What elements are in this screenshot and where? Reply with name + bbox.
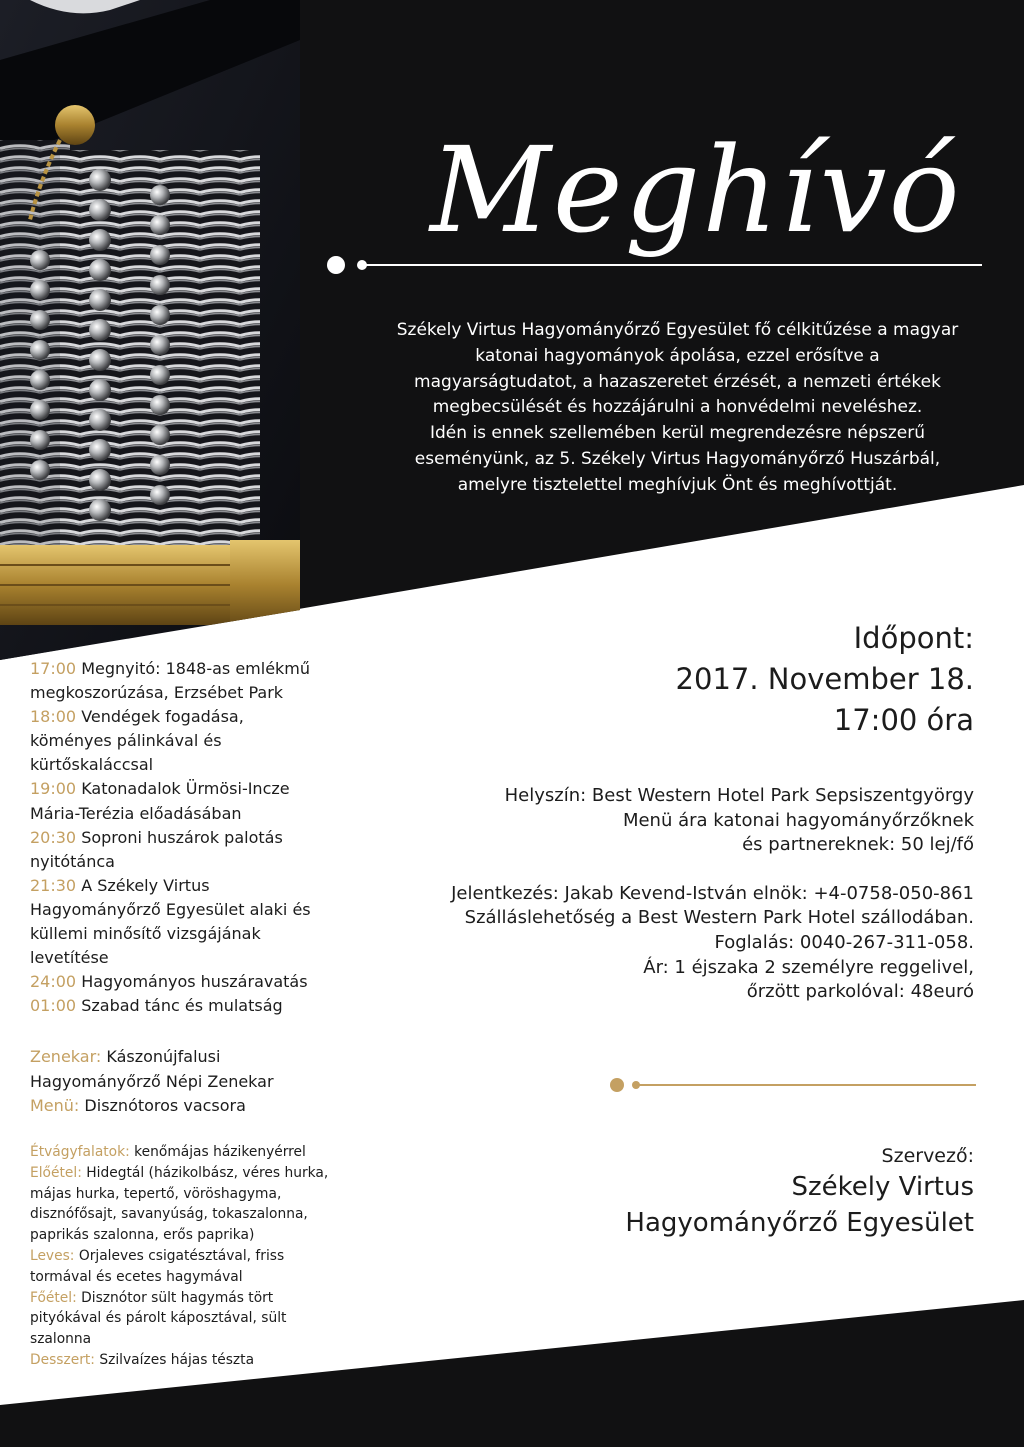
program-item — [30, 874, 330, 898]
program-text: A Székely Virtus — [81, 875, 210, 895]
title-underline-ornament — [322, 250, 982, 280]
event-info — [334, 784, 974, 1005]
menu-details — [30, 1142, 340, 1371]
event-hour: 17:00 óra — [833, 703, 974, 737]
organizer-name: Székely Virtus — [791, 1172, 974, 1202]
program-item — [30, 777, 330, 801]
menu-course — [30, 1350, 340, 1371]
intro-line: magyarságtudatot, a hazaszeretet érzését, a nemzeti értékek — [414, 371, 941, 392]
course-text: Hidegtál (házikolbász, véres hurka, — [86, 1164, 329, 1181]
gold-divider-ornament — [608, 1075, 976, 1095]
course-text: kenőmájas házikenyérrel — [134, 1144, 306, 1160]
intro-line: Székely Virtus Hagyományőrző Egyesület fő célkitűzése a magyar — [396, 320, 959, 340]
program-text: megkoszorúzása, Erzsébet Park — [30, 683, 284, 703]
program-time: 24:00 — [30, 972, 77, 992]
program-time: 21:30 — [30, 875, 77, 895]
program-text: Mária-Terézia előadásában — [30, 803, 242, 823]
page-title: Meghívó — [430, 121, 962, 259]
menu-course — [30, 1288, 340, 1309]
program-text: küllemi minősítő vizsgájának — [30, 924, 261, 944]
course-text: szalonna — [30, 1331, 92, 1348]
program-text: Hagyományos huszáravatás — [81, 972, 308, 992]
intro-line: Idén is ennek szellemében kerül megrendezésre népszerű — [430, 423, 925, 444]
program-item — [30, 705, 330, 729]
course-text: májas hurka, tepertő, vöröshagyma, — [30, 1185, 282, 1202]
course-label: Leves: — [30, 1247, 75, 1264]
intro-line: megbecsülését és hozzájárulni a honvédelmi neveléshez. — [432, 397, 923, 418]
program-item — [30, 657, 330, 681]
venue-line: és partnereknek: 50 lej/fő — [742, 834, 974, 856]
menu-row — [30, 1094, 330, 1119]
band-and-menu — [30, 1045, 330, 1119]
venue-line: Helyszín: Best Western Hotel Park Sepsiszentgyörgy — [504, 785, 974, 806]
event-time — [574, 618, 974, 741]
menu-value: Disznótoros vacsora — [84, 1096, 246, 1115]
program-text: nyitótánca — [30, 851, 115, 871]
program-text: Szabad tánc és mulatság — [81, 996, 283, 1016]
time-label: Időpont: — [853, 621, 974, 655]
program-item — [30, 826, 330, 850]
course-text: paprikás szalonna, erős paprika) — [30, 1227, 255, 1244]
menu-label: Menü: — [30, 1096, 80, 1115]
program-time: 18:00 — [30, 707, 77, 727]
organizer-name: Hagyományőrző Egyesület — [625, 1208, 974, 1238]
course-text: Disznótor sült hagymás tört — [81, 1289, 274, 1306]
program-list — [30, 657, 330, 1018]
registration-line: Ár: 1 éjszaka 2 személyre reggelivel, — [643, 956, 974, 978]
band-row — [30, 1045, 330, 1070]
band-label: Zenekar: — [30, 1047, 102, 1066]
registration-line: Szálláslehetőség a Best Western Park Hotel szállodában. — [464, 907, 974, 929]
organizer — [554, 1143, 974, 1241]
intro-line: amelyre tisztelettel meghívjuk Önt és meghívottját. — [457, 474, 898, 495]
program-text: Soproni huszárok palotás — [81, 827, 283, 847]
registration-line: őrzött parkolóval: 48euró — [746, 981, 974, 1003]
hussar-jacket-photo — [0, 0, 300, 660]
course-text: pityókával és párolt káposztával, sült — [30, 1310, 287, 1327]
program-text: Katonadalok Ürmösi-Incze — [81, 779, 290, 799]
organizer-label: Szervező: — [881, 1145, 974, 1167]
program-text: levetítése — [30, 948, 109, 968]
venue-line: Menü ára katonai hagyományőrzőknek — [622, 809, 974, 831]
band-text: Kászonújfalusi — [106, 1047, 221, 1066]
course-label: Főétel: — [30, 1289, 77, 1306]
course-text: tormával és ecetes hagymával — [30, 1268, 243, 1285]
program-text: köményes pálinkával és — [30, 731, 222, 751]
intro-line: eseményünk, az 5. Székely Virtus Hagyományőrző Huszárbál, — [414, 448, 941, 469]
program-text: Vendégek fogadása, — [81, 707, 244, 727]
program-time: 01:00 — [30, 996, 77, 1016]
course-text: Orjaleves csigatésztával, friss — [78, 1247, 285, 1264]
program-text: kürtőskaláccsal — [30, 755, 154, 775]
program-time: 19:00 — [30, 779, 77, 799]
program-item — [30, 994, 330, 1018]
program-time: 20:30 — [30, 827, 77, 847]
course-text: disznófősajt, savanyúság, tokaszalonna, — [30, 1206, 308, 1223]
menu-course — [30, 1142, 340, 1163]
program-text: Hagyományőrző Egyesület alaki és — [30, 899, 311, 919]
band-text: Hagyományőrző Népi Zenekar — [30, 1071, 274, 1091]
event-date: 2017. November 18. — [675, 662, 974, 696]
program-item — [30, 970, 330, 994]
program-time: 17:00 — [30, 659, 77, 678]
registration-line: Foglalás: 0040-267-311-058. — [714, 931, 974, 953]
program-text: Megnyitó: 1848-as emlékmű — [81, 659, 311, 678]
course-label: Étvágyfalatok: — [30, 1144, 130, 1160]
course-label: Desszert: — [30, 1351, 95, 1368]
spacer — [334, 858, 974, 882]
course-label: Előétel: — [30, 1164, 82, 1181]
intro-paragraph — [350, 318, 1005, 499]
registration-line: Jelentkezés: Jakab Kevend-István elnök: +4-0758-050-861 — [451, 882, 974, 904]
course-text: Szilvaízes hájas tészta — [99, 1351, 255, 1368]
menu-course — [30, 1163, 340, 1184]
menu-course — [30, 1246, 340, 1267]
intro-line: katonai hagyományok ápolása, ezzel erősítve a — [475, 345, 880, 366]
